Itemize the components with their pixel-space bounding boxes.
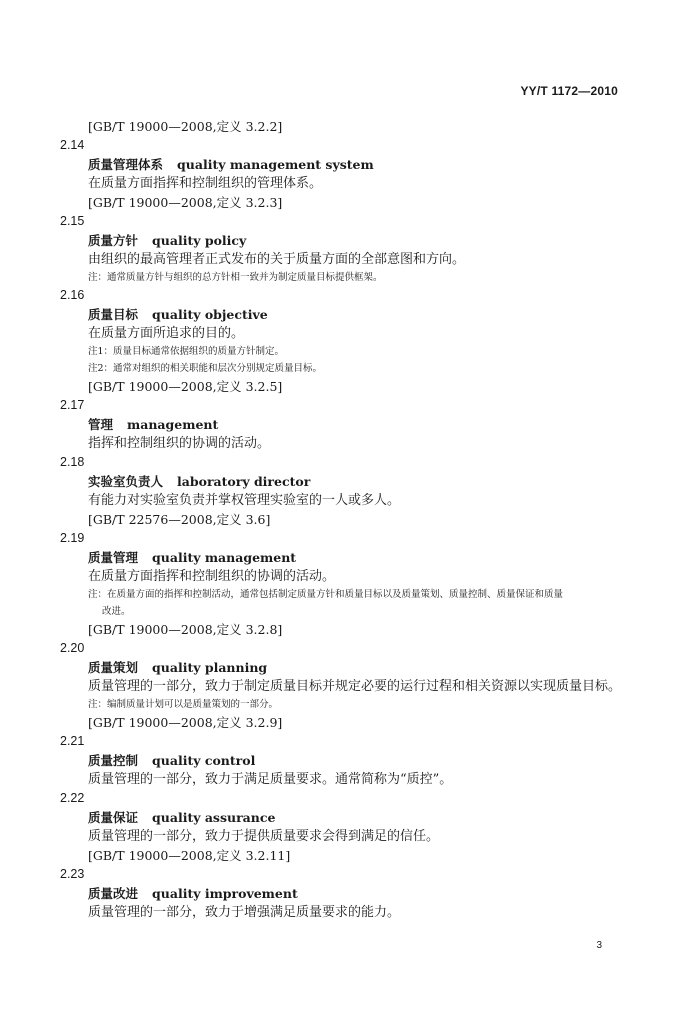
note: 注2：通常对组织的相关职能和层次分别规定质量目标。 xyxy=(88,363,323,374)
term-english: management xyxy=(127,417,219,432)
term-heading xyxy=(60,231,630,250)
note-continuation: 改进。 xyxy=(102,606,131,617)
term-chinese: 质量管理体系 xyxy=(88,157,164,172)
term-english: quality policy xyxy=(152,233,247,248)
definition: 在质量方面指挥和控制组织的管理体系。 xyxy=(88,176,323,191)
term-heading xyxy=(60,548,630,567)
term-chinese: 质量目标 xyxy=(88,307,139,322)
document-code-header: YY/T 1172—2010 xyxy=(520,84,618,98)
term-heading xyxy=(60,305,630,324)
page-number: 3 xyxy=(596,940,602,951)
term-chinese: 质量保证 xyxy=(88,810,139,825)
definition: 质量管理的一部分，致力于提供质量要求会得到满足的信任。 xyxy=(88,829,440,844)
term-chinese: 管理 xyxy=(88,417,114,432)
reference: [GB/T 19000—2008,定义 3.2.5] xyxy=(88,379,283,394)
note: 注1：质量目标通常依据组织的质量方针制定。 xyxy=(88,346,285,357)
term-english: quality planning xyxy=(152,660,268,675)
reference: [GB/T 19000—2008,定义 3.2.2] xyxy=(88,119,283,134)
reference: [GB/T 22576—2008,定义 3.6] xyxy=(88,512,271,527)
clause-number: 2.15 xyxy=(60,214,85,228)
term-english: quality management system xyxy=(177,157,374,172)
clause-number: 2.22 xyxy=(60,791,85,805)
clause-number: 2.16 xyxy=(60,288,85,302)
term-english: quality control xyxy=(152,753,256,768)
reference: [GB/T 19000—2008,定义 3.2.9] xyxy=(88,715,283,730)
note: 注：在质量方面的指挥和控制活动，通常包括制定质量方针和质量目标以及质量策划、质量控制、质量保证和质量 xyxy=(88,589,564,600)
definition: 有能力对实验室负责并掌权管理实验室的一人或多人。 xyxy=(88,493,401,508)
term-english: quality assurance xyxy=(152,810,276,825)
term-english: quality improvement xyxy=(152,886,298,901)
term-heading xyxy=(60,155,630,174)
term-heading xyxy=(60,884,630,903)
reference: [GB/T 19000—2008,定义 3.2.11] xyxy=(88,848,291,863)
clause-number: 2.19 xyxy=(60,531,85,545)
term-chinese: 质量改进 xyxy=(88,886,139,901)
definition: 指挥和控制组织的协调的活动。 xyxy=(88,436,271,451)
definition: 质量管理的一部分，致力于满足质量要求。通常简称为“质控”。 xyxy=(88,772,453,787)
definition: 由组织的最高管理者正式发布的关于质量方面的全部意图和方向。 xyxy=(88,252,466,267)
term-heading xyxy=(60,415,630,434)
term-chinese: 质量管理 xyxy=(88,550,139,565)
definition: 质量管理的一部分，致力于制定质量目标并规定必要的运行过程和相关资源以实现质量目标。 xyxy=(88,679,622,694)
term-chinese: 质量控制 xyxy=(88,753,139,768)
clause-number: 2.23 xyxy=(60,867,85,881)
clause-number: 2.14 xyxy=(60,138,85,152)
definition: 在质量方面指挥和控制组织的协调的活动。 xyxy=(88,569,336,584)
definition: 质量管理的一部分，致力于增强满足质量要求的能力。 xyxy=(88,905,401,920)
term-heading xyxy=(60,472,630,491)
clause-number: 2.20 xyxy=(60,641,85,655)
term-chinese: 实验室负责人 xyxy=(88,474,164,489)
term-chinese: 质量方针 xyxy=(88,233,139,248)
reference: [GB/T 19000—2008,定义 3.2.8] xyxy=(88,622,283,637)
term-english: quality management xyxy=(152,550,297,565)
term-english: quality objective xyxy=(152,307,268,322)
reference: [GB/T 19000—2008,定义 3.2.3] xyxy=(88,195,283,210)
definition: 在质量方面所追求的目的。 xyxy=(88,326,245,341)
term-chinese: 质量策划 xyxy=(88,660,139,675)
term-heading xyxy=(60,658,630,677)
term-english: laboratory director xyxy=(177,474,311,489)
term-heading xyxy=(60,751,630,770)
clause-number: 2.21 xyxy=(60,734,85,748)
note: 注：通常质量方针与组织的总方针相一致并为制定质量目标提供框架。 xyxy=(88,272,383,283)
term-heading xyxy=(60,808,630,827)
document-body xyxy=(60,117,630,922)
clause-number: 2.18 xyxy=(60,455,85,469)
clause-number: 2.17 xyxy=(60,398,85,412)
note: 注：编制质量计划可以是质量策划的一部分。 xyxy=(88,699,279,710)
